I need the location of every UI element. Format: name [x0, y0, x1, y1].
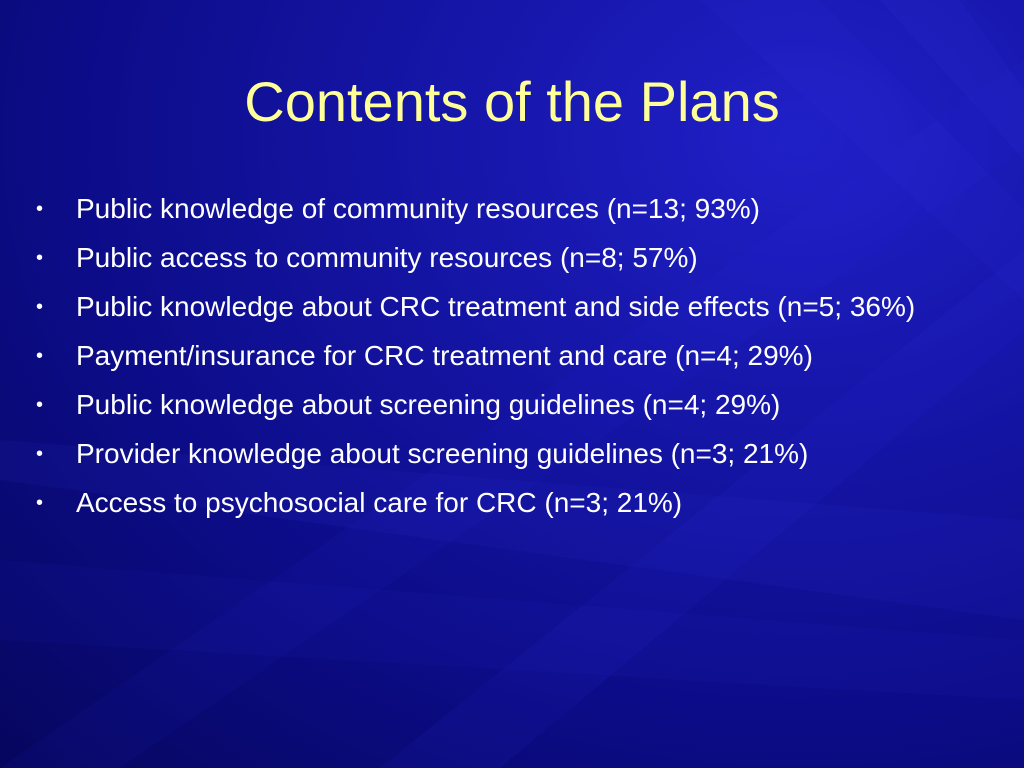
- bullet-dot-icon: •: [36, 443, 44, 465]
- bullet-text: Payment/insurance for CRC treatment and care (n=4; 29%): [76, 340, 813, 371]
- bullet-text: Public access to community resources (n=8; 57%): [76, 242, 698, 273]
- bullet-dot-icon: •: [36, 198, 44, 220]
- list-item: [36, 437, 996, 471]
- bullet-text: Public knowledge about screening guidelines (n=4; 29%): [76, 389, 781, 420]
- bullet-text: Public knowledge about CRC treatment and side effects (n=5; 36%): [76, 291, 916, 322]
- list-item: [36, 388, 996, 422]
- bullet-dot-icon: •: [36, 247, 44, 269]
- bullet-dot-icon: •: [36, 394, 44, 416]
- bullet-dot-icon: •: [36, 345, 44, 367]
- list-item: [36, 486, 996, 520]
- bullet-text: Provider knowledge about screening guidelines (n=3; 21%): [76, 438, 809, 469]
- list-item: [36, 241, 996, 275]
- bullet-dot-icon: •: [36, 492, 44, 514]
- bullet-dot-icon: •: [36, 296, 44, 318]
- list-item: [36, 339, 996, 373]
- bullet-text: Access to psychosocial care for CRC (n=3; 21%): [76, 487, 683, 518]
- slide-title: Contents of the Plans: [244, 70, 780, 133]
- list-item: [36, 290, 996, 324]
- list-item: [36, 192, 996, 226]
- bullet-text: Public knowledge of community resources (n=13; 93%): [76, 193, 761, 224]
- bullet-list: [36, 192, 996, 535]
